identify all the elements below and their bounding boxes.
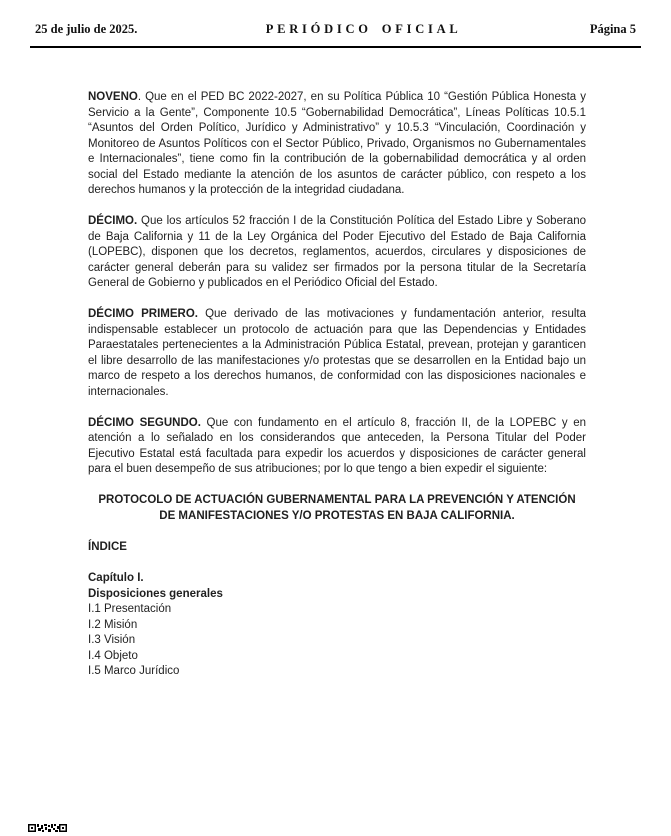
- consideration-decimo: [88, 214, 586, 292]
- consideration-lead: NOVENO: [88, 91, 138, 103]
- consideration-text: Que derivado de las motivaciones y fundamentación anterior, resulta indispensable establecer un protocolo de actuación para que las Dependencias y Entidades Paraestatales pertenecientes a la Administración Pública Estatal, prevean, protejan y garanticen el libre desarrollo de las manifestaciones y/o protestas que se desarrollen en la Entidad bajo un marco de respeto a los derechos humanos, de conformidad con las disposiciones nacionales e internacionales.: [88, 308, 586, 398]
- document-body: [88, 90, 586, 680]
- header-date: 25 de julio de 2025.: [35, 22, 138, 36]
- consideration-text: Que los artículos 52 fracción I de la Constitución Política del Estado Libre y Soberano de Baja California y 11 de la Ley Orgánica del Poder Ejecutivo del Estado de Baja California (LOPEBC), disponen que los decretos, reglamentos, acuerdos, circulares y disposiciones de carácter general deberán para su validez ser firmados por la persona titular de la Secretaría General de Gobierno y publicados en el Periódico Oficial del Estado.: [88, 215, 586, 289]
- index-item: I.3 Visión: [88, 634, 136, 646]
- index-heading: ÍNDICE: [88, 540, 127, 553]
- index-item: I.2 Misión: [88, 618, 138, 631]
- index-list: [88, 602, 586, 680]
- publication-title: PERIÓDICO OFICIAL: [265, 22, 462, 36]
- index-item: I.4 Objeto: [88, 649, 138, 662]
- page-number: Página 5: [589, 22, 636, 36]
- decree-title: PROTOCOLO DE ACTUACIÓN GUBERNAMENTAL PARA LA PREVENCIÓN Y ATENCIÓN DE MANIFESTACIONES Y/O PROTESTAS EN BAJA CALIFORNIA.: [98, 494, 576, 522]
- chapter-subheading: Disposiciones generales: [88, 587, 223, 600]
- index-item: I.5 Marco Jurídico: [88, 665, 180, 677]
- barcode-icon: [28, 824, 67, 833]
- consideration-decimo-segundo: [88, 416, 586, 478]
- consideration-lead: DÉCIMO.: [88, 215, 138, 227]
- header-rule: [30, 46, 641, 48]
- consideration-noveno: [88, 90, 586, 199]
- consideration-lead: DÉCIMO SEGUNDO.: [88, 416, 201, 429]
- index-item: I.1 Presentación: [88, 603, 172, 615]
- consideration-text: Que con fundamento en el artículo 8, fracción II, de la LOPEBC y en atención a lo señalado en los considerandos que anteceden, la Persona Titular del Poder Ejecutivo Estatal está facultada para expedir los acuerdos y disposiciones de carácter general para el buen desempeño de sus atribuciones; por lo que tengo a bien expedir el siguiente:: [88, 416, 586, 475]
- page-header: [35, 22, 636, 37]
- consideration-text: . Que en el PED BC 2022-2027, en su Política Pública 10 “Gestión Pública Honesta y Servicio a la Gente”, Componente 10.5 “Gobernabilidad Democrática”, Líneas Políticas 10.5.1 “Asuntos del Orden Político, Jurídico y Administrativo” y 10.5.3 “Vinculación, Coordinación y Monitoreo de Asuntos Políticos con el Sector Público, Privado, Organismos no Gubernamentales e Internacionales”, tiene como fin la contribución de la gobernabilidad democrática y al orden social del Estado mediante la atención de los asuntos de carácter público, con respeto a los derechos humanos y la protección de la integridad ciudadana.: [88, 91, 586, 196]
- consideration-lead: DÉCIMO PRIMERO.: [88, 308, 198, 320]
- chapter-heading: Capítulo I.: [88, 572, 144, 584]
- consideration-decimo-primero: [88, 307, 586, 400]
